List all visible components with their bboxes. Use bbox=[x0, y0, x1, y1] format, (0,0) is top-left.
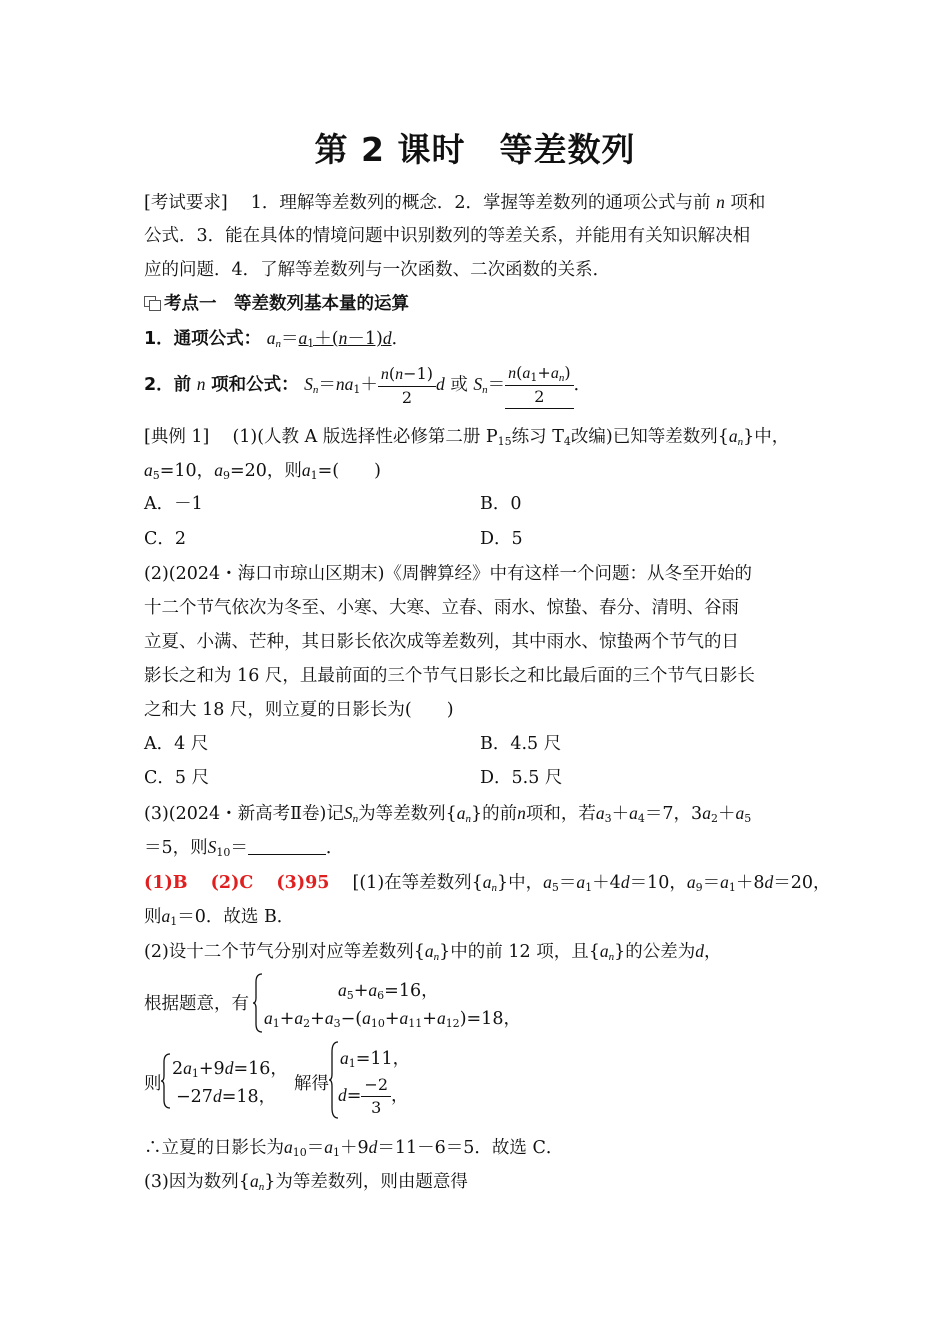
fraction-2: $\frac{n(a_1+a_n)}{2}$ bbox=[505, 362, 573, 409]
answer-2: (2)C bbox=[210, 873, 254, 893]
q2-line: 十二个节气依次为冬至、小寒、大寒、立春、雨水、惊蛰、春分、清明、谷雨 bbox=[144, 598, 739, 618]
q1-option-a: A．－1 bbox=[144, 494, 203, 514]
or-text: 或 bbox=[450, 375, 468, 395]
fraction-1: $\frac{n(n-1)}{2}$ bbox=[378, 363, 436, 409]
var-n: n bbox=[716, 192, 725, 212]
q1-option-c: C．2 bbox=[144, 529, 187, 549]
formula1-label: 1．通项公式： bbox=[144, 329, 262, 349]
brace-2 bbox=[160, 1052, 172, 1110]
q3-line2: ＝5，则$S_{10}=$ ． bbox=[144, 837, 344, 859]
answers-line1: (1)B (2)C (3)95 [(1)在等差数列$\{a_n\}$中，$a_5=a_1+4d=10$，$a_9=a_1+8d=20$， bbox=[144, 872, 831, 894]
solution2-then: 则 bbox=[144, 1074, 162, 1094]
solution2-according: 根据题意，有 bbox=[144, 994, 249, 1014]
section-heading-text: 考点一 等差数列基本量的运算 bbox=[164, 294, 409, 314]
result-d: d= $\frac{-2}{3}$ ， bbox=[338, 1075, 409, 1117]
solve-text: 解得 bbox=[294, 1074, 329, 1094]
solution2-conclusion: ∴立夏的日影长为$a_{10}=a_1+9d=11-6=5$．故选 C． bbox=[144, 1137, 564, 1159]
requirements-text-1: 1．理解等差数列的概念．2．掌握等差数列的通项公式与前 bbox=[250, 193, 711, 213]
requirements-line-2: 公式．3．能在具体的情境问题中识别数列的等差关系，并能用有关知识解决相 bbox=[144, 226, 751, 246]
answer-blank bbox=[248, 836, 326, 855]
q2-option-d: D．5.5 尺 bbox=[480, 768, 563, 788]
q1-option-b: B．0 bbox=[480, 494, 522, 514]
section-heading bbox=[144, 292, 409, 316]
system2-eq2: −27d=18， bbox=[176, 1086, 277, 1107]
system1-eq1: $a_5+a_6=16$， bbox=[338, 980, 439, 1002]
example1-q1-line2: $a_5=10$，$a_9=20$，则$a_1=$( ) bbox=[144, 460, 381, 482]
q2-line: (2)(2024・海口市琼山区期末)《周髀算经》中有这样一个问题：从冬至开始的 bbox=[144, 564, 752, 584]
brace-1 bbox=[252, 972, 264, 1034]
answers-line2: 则$a_1=0$．故选 B． bbox=[144, 906, 295, 928]
formula-general-term: 1．通项公式： $a_n=a_1+(n-1)d$． bbox=[144, 328, 410, 350]
example1-label: [典例 1] bbox=[144, 427, 210, 447]
example1-q1-line1: [典例 1] (1)(人教 A 版选择性必修第二册 $P_{15}$练习 $T_4$改编)已知等差数列$\{a_n\}$中， bbox=[144, 426, 790, 448]
solution3-line1: (3)因为数列$\{a_n\}$为等差数列，则由题意得 bbox=[144, 1171, 468, 1193]
system1-eq2: $a_1+a_2+a_3-(a_{10}+a_{11}+a_{12})=18$， bbox=[264, 1008, 521, 1030]
q2-option-c: C．5 尺 bbox=[144, 768, 210, 788]
q2-line: 之和大 18 尺，则立夏的日影长为( ) bbox=[144, 700, 454, 720]
q2-option-b: B．4.5 尺 bbox=[480, 734, 562, 754]
fraction-d: $\frac{-2}{3}$ bbox=[361, 1074, 391, 1119]
section-box-icon bbox=[144, 296, 162, 310]
formula-sum: 2．前 n 项和公式： $S_n=na_1+$ $\frac{n(n-1)}{2}$ d 或 $S_n=$ $\frac{n(a_1+a_n)}{2}$ ． bbox=[144, 362, 591, 409]
q1-option-d: D．5 bbox=[480, 529, 523, 549]
answer-3: (3)95 bbox=[276, 873, 330, 893]
formula2-mid: 项和公式： bbox=[211, 375, 299, 395]
requirements-line-1 bbox=[144, 190, 765, 215]
requirements-label: [考试要求] bbox=[144, 193, 228, 213]
result-a1: $a_1=11$， bbox=[340, 1048, 411, 1070]
q2-line: 影长之和为 16 尺，且最前面的三个节气日影长之和比最后面的三个节气日影长 bbox=[144, 666, 755, 686]
requirements-text-1-end: 项和 bbox=[730, 193, 766, 213]
solution2-line1: (2)设十二个节气分别对应等差数列$\{a_n\}$中的前 12 项，且$\{a_n\}$的公差为d， bbox=[144, 941, 722, 963]
requirements-line-3: 应的问题．4．了解等差数列与一次函数、二次函数的关系． bbox=[144, 260, 611, 280]
page-title: 第 2 课时 等差数列 bbox=[314, 130, 636, 169]
q2-option-a: A．4 尺 bbox=[144, 734, 209, 754]
answer-1: (1)B bbox=[144, 873, 188, 893]
q3-line1: (3)(2024・新高考Ⅱ卷)记$S_n$为等差数列$\{a_n\}$的前n项和，若$a_3+a_4=7$，$3a_2+a_5$ bbox=[144, 803, 752, 825]
q2-line: 立夏、小满、芒种，其日影长依次成等差数列，其中雨水、惊蛰两个节气的日 bbox=[144, 632, 739, 652]
system2-eq1: $2a_1+9d=16$， bbox=[172, 1058, 288, 1080]
formula2-label: 2．前 bbox=[144, 375, 192, 395]
